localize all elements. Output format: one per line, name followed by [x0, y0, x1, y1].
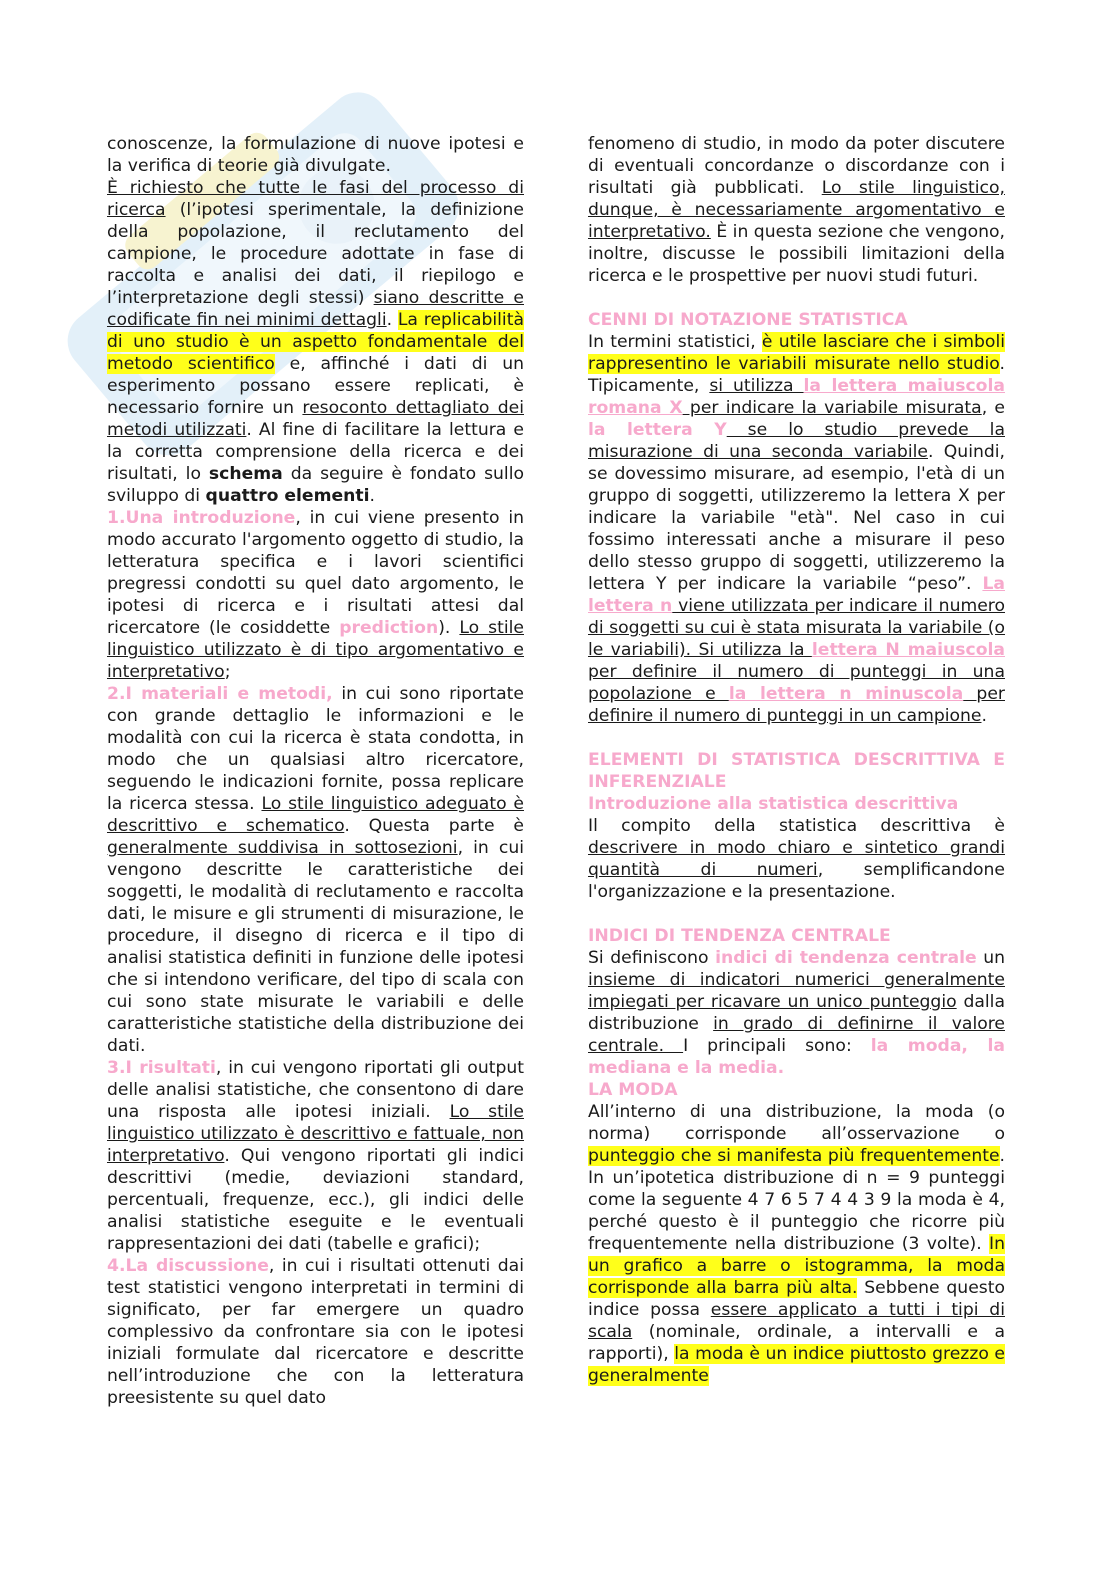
heading-indici-tendenza: INDICI DI TENDENZA CENTRALE	[588, 926, 891, 946]
paragraph-la-moda: All’interno di una distribuzione, la moda (o norma) corrisponde all’osservazione o punteggio che si manifesta più frequentemente. In un’ipotetica distribuzione di n = 9 punteggi come la seguente 4 7 6 5 7 4 4 3 9 la moda è 4, perché questo è il punteggio che ricorre più frequentemente nella distribuzione (3 volte). In un grafico a barre o istogramma, la moda corrisponde alla barra più alta. Sebbene questo indice possa essere applicato a tutti i tipi di scala (nominale, ordinale, a intervalli e a rapporti), la moda è un indice piuttosto grezzo e generalmente	[588, 1102, 1005, 1386]
element-discussione: 4.La discussione, in cui i risultati ottenuti dai test statistici vengono interpretati in termini di significato, per far emergere un quadro complessivo da confrontare sia con le ipotesi iniziali formulate dal ricercatore e descritte nell’introduzione che con la letteratura preesistente su quel dato	[107, 1256, 524, 1408]
heading-elementi-statistica: ELEMENTI DI STATISTICA DESCRITTIVA E INFERENZIALE	[588, 750, 1005, 792]
paragraph-notazione: In termini statistici, è utile lasciare che i simboli rappresentino le variabili misurate nello studio. Tipicamente, si utilizza la lettera maiuscola romana X per indicare la variabile misurata, e la lettera Y se lo studio prevede la misurazione di una seconda variabile. Quindi, se dovessimo misurare, ad esempio, l'età di un gruppo di soggetti, utilizzeremo la lettera X per indicare la variabile "età". Nel caso in cui fossimo interessati anche a misurare il peso dello stesso gruppo di soggetti, utilizzeremo la lettera Y per indicare la variabile “peso”. La lettera n viene utilizzata per indicare il numero di soggetti su cui è stata misurata la variabile (o le variabili). Si utilizza la lettera N maiuscola per definire il numero di punteggi in una popolazione e la lettera n minuscola per definire il numero di punteggi in un campione.	[588, 332, 1006, 726]
right-paragraph-1: fenomeno di studio, in modo da poter discutere di eventuali concordanze o discordanze con i risultati già pubblicati. Lo stile linguistico, dunque, è necessariamente argomentativo e interpretativo. È in questa sezione che vengono, inoltre, discusse le possibili limitazioni della ricerca e le prospettive per nuovi studi futuri.	[588, 134, 1005, 286]
heading-notazione-statistica: CENNI DI NOTAZIONE STATISTICA	[588, 310, 908, 330]
paragraph-intro-descrittiva: Il compito della statistica descrittiva è descrivere in modo chiaro e sintetico grandi quantità di numeri, semplificandone l'organizzazione e la presentazione.	[588, 816, 1005, 902]
left-paragraph-2: È richiesto che tutte le fasi del processo di ricerca (l’ipotesi sperimentale, la definizione della popolazione, il reclutamento del campione, le procedure adottate in fase di raccolta e analisi dei dati, il riepilogo e l’interpretazione degli stessi) siano descritte e codificate fin nei minimi dettagli. La replicabilità di uno studio è un aspetto fondamentale del metodo scientifico e, affinché i dati di un esperimento possano essere replicati, è necessario fornire un resoconto dettagliato dei metodi utilizzati. Al fine di facilitare la lettura e la corretta comprensione della ricerca e dei risultati, lo schema da seguire è fondato sullo sviluppo di quattro elementi.	[107, 178, 525, 506]
right-column	[588, 133, 1005, 1387]
element-risultati: 3.I risultati, in cui vengono riportati gli output delle analisi statistiche, che consentono di dare una risposta alle ipotesi iniziali. Lo stile linguistico utilizzato è descrittivo e fattuale, non interpretativo. Qui vengono riportati gli indici descrittivi (medie, deviazioni standard, percentuali, frequenze, ecc.), gli indici delle analisi statistiche eseguite e le eventuali rappresentazioni dei dati (tabelle e grafici);	[107, 1058, 524, 1254]
element-materiali-metodi: 2.I materiali e metodi, in cui sono riportate con grande dettaglio le informazioni e le modalità con cui la ricerca è stata condotta, in modo che un qualsiasi altro ricercatore, seguendo le indicazioni fornite, possa replicare la ricerca stessa. Lo stile linguistico adeguato è descrittivo e schematico. Questa parte è generalmente suddivisa in sottosezioni, in cui vengono descritte le caratteristiche dei soggetti, le modalità di reclutamento e raccolta dati, le misure e gli strumenti di misurazione, le procedure, il disegno di ricerca e il tipo di analisi statistica definiti in funzione delle ipotesi che si intendono verificare, del tipo di scala con cui sono state misurate le variabili e delle caratteristiche statistiche della distribuzione dei dati.	[107, 684, 524, 1056]
paragraph-indici-tendenza: Si definiscono indici di tendenza centrale un insieme di indicatori numerici generalmente impiegati per ricavare un unico punteggio dalla distribuzione in grado di definirne il valore centrale. I principali sono: la moda, la mediana e la media.	[588, 948, 1006, 1078]
subheading-intro-descrittiva: Introduzione alla statistica descrittiva	[588, 794, 959, 814]
left-column	[107, 133, 524, 1409]
element-introduzione: 1.Una introduzione, in cui viene presento in modo accurato l'argomento oggetto di studio, la letteratura specifica e i lavori scientifici pregressi condotti su quel dato argomento, le ipotesi di ricerca e i risultati attesi dal ricercatore (le cosiddette prediction). Lo stile linguistico utilizzato è di tipo argomentativo e interpretativo;	[107, 508, 524, 682]
heading-la-moda: LA MODA	[588, 1080, 678, 1100]
left-paragraph-1: conoscenze, la formulazione di nuove ipotesi e la verifica di teorie già divulgate.	[107, 134, 524, 176]
